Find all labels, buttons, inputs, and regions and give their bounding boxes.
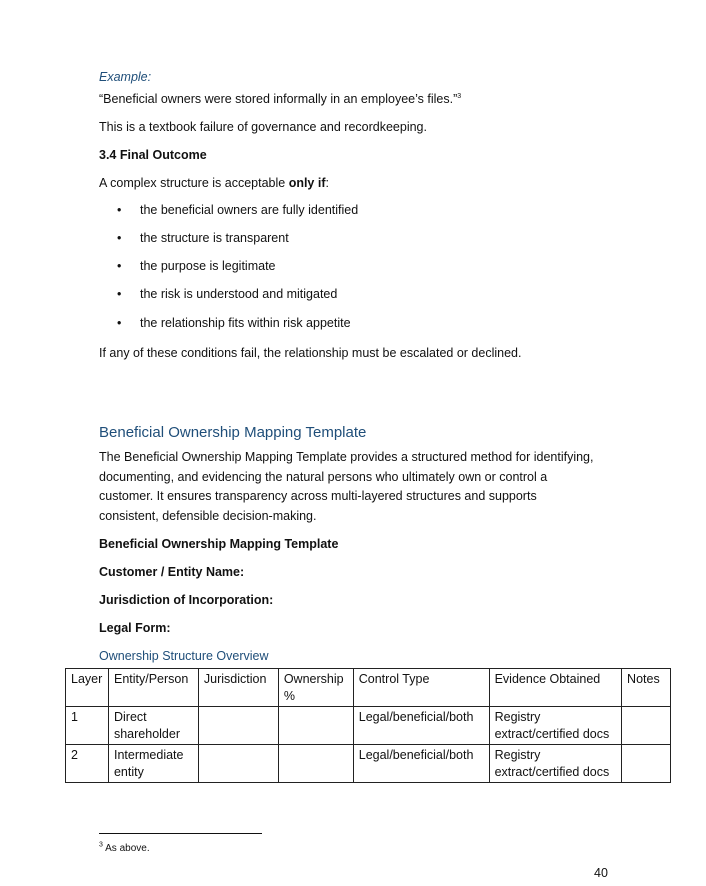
cell-layer: 2 <box>66 745 109 783</box>
col-header-entity: Entity/Person <box>108 669 198 707</box>
overview-heading: Ownership Structure Overview <box>99 649 269 663</box>
template-title: Beneficial Ownership Mapping Template <box>99 537 339 551</box>
cell-jurisdiction <box>198 745 278 783</box>
ownership-table <box>65 668 671 783</box>
intro-bold: only if <box>288 176 326 190</box>
table-row <box>66 745 671 783</box>
example-comment: This is a textbook failure of governance and recordkeeping. <box>99 120 427 134</box>
bullet-mark: • <box>117 287 122 301</box>
intro-prefix: A complex structure is acceptable <box>99 176 289 190</box>
page-number: 40 <box>594 866 608 880</box>
list-item: the structure is transparent <box>140 231 289 245</box>
bullet-mark: • <box>117 203 122 217</box>
cell-control: Legal/beneficial/both <box>353 745 489 783</box>
table-header-row <box>66 669 671 707</box>
cell-entity: Direct shareholder <box>108 707 198 745</box>
col-header-control: Control Type <box>353 669 489 707</box>
col-header-evidence: Evidence Obtained <box>489 669 621 707</box>
cell-evidence: Registry extract/certified docs <box>489 707 621 745</box>
cell-notes <box>622 707 671 745</box>
template-description: The Beneficial Ownership Mapping Template provides a structured method for identifying, documenting, and evidencing the natural persons who ultimately own or control a customer. It ensures transparency across multi-layered structures and supports consistent, defensible decision-making. <box>99 450 594 523</box>
template-heading: Beneficial Ownership Mapping Template <box>99 424 367 441</box>
col-header-notes: Notes <box>622 669 671 707</box>
footnote-number: 3 <box>99 841 103 849</box>
example-quote-text: “Beneficial owners were stored informally in an employee’s files.” <box>99 92 458 106</box>
cell-layer: 1 <box>66 707 109 745</box>
section-conclusion: If any of these conditions fail, the relationship must be escalated or declined. <box>99 346 522 360</box>
cell-ownership <box>278 745 353 783</box>
bullet-mark: • <box>117 259 122 273</box>
list-item: the relationship fits within risk appetite <box>140 316 351 330</box>
cell-ownership <box>278 707 353 745</box>
footnote-text: As above. <box>105 843 150 854</box>
section-heading: 3.4 Final Outcome <box>99 148 207 162</box>
example-quote <box>99 90 461 109</box>
col-header-jurisdiction: Jurisdiction <box>198 669 278 707</box>
bullet-mark: • <box>117 231 122 245</box>
list-item: the risk is understood and mitigated <box>140 287 338 301</box>
footnote-divider <box>99 833 262 834</box>
cell-jurisdiction <box>198 707 278 745</box>
example-label: Example: <box>99 70 152 84</box>
bullet-mark: • <box>117 316 122 330</box>
cell-notes <box>622 745 671 783</box>
section-intro <box>99 174 329 193</box>
table-row <box>66 707 671 745</box>
list-item: the beneficial owners are fully identified <box>140 203 359 217</box>
cell-evidence: Registry extract/certified docs <box>489 745 621 783</box>
cell-control: Legal/beneficial/both <box>353 707 489 745</box>
list-item: the purpose is legitimate <box>140 259 276 273</box>
cell-entity: Intermediate entity <box>108 745 198 783</box>
intro-suffix: : <box>325 176 329 190</box>
col-header-layer: Layer <box>66 669 109 707</box>
field-jurisdiction: Jurisdiction of Incorporation: <box>99 593 274 607</box>
col-header-ownership: Ownership % <box>278 669 353 707</box>
field-legal-form: Legal Form: <box>99 621 171 635</box>
field-customer-name: Customer / Entity Name: <box>99 565 245 579</box>
footnote-ref: 3 <box>457 92 462 100</box>
footnote <box>99 843 150 854</box>
